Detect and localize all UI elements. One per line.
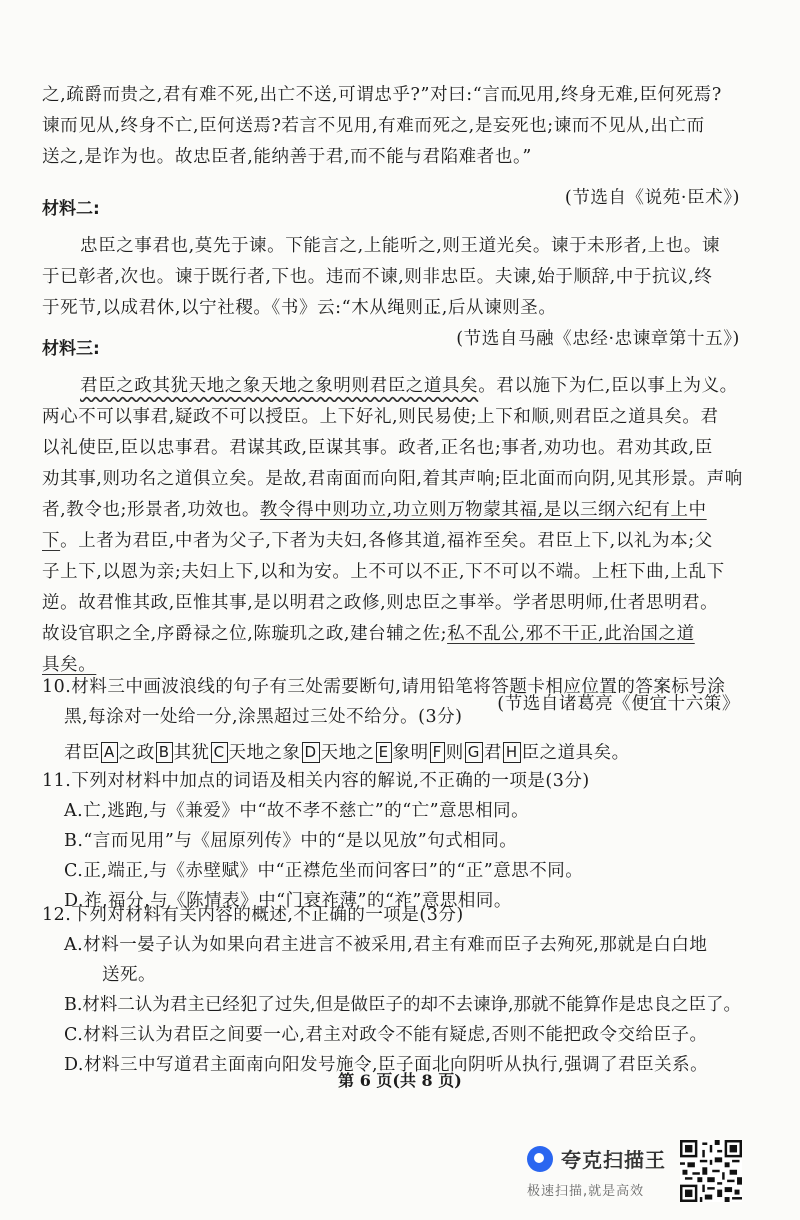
answer-box-b[interactable]: B [156, 742, 173, 763]
question-10-stem-2: 黑,每涂对一处给一分,涂黑超过三处不给分。(3分) [64, 707, 463, 727]
underlined-sentence: 私不乱公,邪不干正,此治国之道 [447, 624, 695, 644]
material-one-source: (节选自《说苑·臣术》) [564, 188, 740, 208]
answer-box-d[interactable]: D [302, 742, 320, 763]
dotted-word: 正, • [424, 298, 448, 318]
question-11 [42, 766, 758, 916]
question-10 [42, 672, 758, 768]
material-three-line-8: 逆。故君惟其政,臣惟其事,是以明君之政修,则忠臣之事举。学者思明师,仕者思明君。 [42, 593, 719, 613]
question-11-option-c: C.正,端正,与《赤壁赋》中“正襟危坐而问客曰”的“正”意思不同。 [64, 861, 584, 881]
material-three-line-4: 劝其事,则功名之道俱立矣。是故,君南面而向阳,着其声响;臣北面而向阴,见其形景。声响 [42, 469, 743, 489]
page-number: 第 6 页(共 8 页) [338, 1071, 462, 1090]
material-three-line-10: 具矣。 [42, 655, 97, 675]
material-two-source: (节选自马融《忠经·忠谏章第十五》) [456, 329, 740, 349]
scanner-watermark [527, 1142, 677, 1202]
material-three-line-7: 子上下,以恩为亲;夫妇上下,以和为安。上不可以不正,下不可以不端。上枉下曲,上乱下 [42, 562, 725, 582]
material-three-line-1: 君臣之政其犹天地之象天地之象明则君臣之道具矣。君以施下为仁,臣以事上为义。 [80, 376, 738, 396]
answer-box-e[interactable]: E [376, 742, 392, 763]
material-three-source: (节选自诸葛亮《便宜十六策》 [497, 694, 740, 714]
answer-box-c[interactable]: C [211, 742, 228, 763]
material-three [42, 334, 758, 720]
question-12-stem: 12.下列对材料有关内容的概述,不正确的一项是(3分) [42, 905, 464, 925]
question-12-option-a-cont: 送死。 [102, 965, 156, 985]
question-10-stem-1: 10.材料三中画波浪线的句子有三处需要断句,请用铅笔将答题卡相应位置的答案标号涂 [42, 677, 726, 697]
material-three-line-5: 者,教令也;形景者,功效也。教令得中则功立,功立则万物蒙其福,是以三纲六纪有上中 [42, 500, 707, 520]
material-three-heading: 材料三: [42, 339, 100, 359]
material-three-line-3: 以礼使臣,臣以忠事君。君谋其政,臣谋其事。政者,正名也;事者,劝功也。君劝其政,臣 [42, 438, 713, 458]
question-12-option-c: C.材料三认为君臣之间要一心,君主对政令不能有疑虑,否则不能把政令交给臣子。 [64, 1025, 708, 1045]
answer-box-f[interactable]: F [430, 742, 445, 763]
question-12-option-d: D.材料三中写道君主面南向阳发号施令,臣子面北向阴听从执行,强调了君臣关系。 [64, 1055, 709, 1075]
material-two-line-3: 于死节,以成君休,以宁社稷。《书》云:“木从绳则正, •后从谏则圣。 [42, 293, 758, 324]
dotted-phrase: 言而见用 [482, 85, 555, 105]
scanner-logo-icon [527, 1146, 553, 1172]
question-11-option-d: D.祚,福分,与《陈情表》中“门衰祚薄”的“祚”意思相同。 [64, 891, 512, 911]
scanner-tagline: 极速扫描,就是高效 [527, 1184, 645, 1199]
material-two-heading: 材料二: [42, 199, 100, 219]
underlined-sentence: 教令得中则功立,功立则万物蒙其福,是以三纲六纪有上中 [259, 500, 707, 520]
answer-box-a[interactable]: A [101, 742, 118, 763]
question-11-option-a: A.亡,逃跑,与《兼爱》中“故不孝不慈亡”的“亡”意思相同。 [64, 801, 530, 821]
question-12 [42, 900, 758, 1080]
wavy-underlined-sentence: 君臣之政其犹天地之象天地之象明则君臣之道具矣 [80, 376, 479, 396]
answer-box-g[interactable]: G [465, 742, 483, 763]
material-two [42, 194, 758, 355]
material-three-line-2: 两心不可以事君,疑政不可以授臣。上下好礼,则民易使;上下和顺,则君臣之道具矣。君 [42, 407, 719, 427]
material-two-line-1: 忠臣之事君也,莫先于谏。下能言之,上能听之,则王道光矣。谏于未形者,上也。谏 [80, 236, 721, 256]
material-three-line-6: 下。上者为君臣,中者为父子,下者为夫妇,各修其道,福祚至矣。君臣上下,以礼为本;父 [42, 531, 713, 551]
question-11-option-b: B.“言而见用”与《屈原列传》中的“是以见放”句式相同。 [64, 831, 518, 851]
question-12-option-a: A.材料一晏子认为如果向君主进言不被采用,君主有难而臣子去殉死,那就是白白地 [64, 935, 708, 955]
question-11-stem: 11.下列对材料中加点的词语及相关内容的解说,不正确的一项是(3分) [42, 771, 590, 791]
qr-code-icon [680, 1140, 742, 1202]
answer-box-h[interactable]: H [503, 742, 521, 763]
material-one-line-2: 谏而见从,终身不亡,臣何送焉?若言不见用,有难而死之,是妄死也;谏而不见从,出亡而 [42, 116, 705, 136]
material-one-line-1: 之,疏爵而贵之,君有难不死,出亡不送,可谓忠乎?”对曰:“言而见用,终身无难,臣何死焉? [42, 85, 722, 105]
question-10-answer-line: 君臣 A 之政 B 其犹 C 天地之象 D 天地之 E 象明 F 则 G 君 H 臣之道具矣。 [64, 743, 630, 763]
question-12-option-b: B.材料二认为君主已经犯了过失,但是做臣子的却不去谏诤,那就不能算作是忠良之臣了。 [64, 995, 742, 1015]
material-three-line-9: 故设官职之全,序爵禄之位,陈璇玑之政,建台辅之佐;私不乱公,邪不干正,此治国之道 [42, 624, 695, 644]
material-one-line-3: 送之,是诈为也。故忠臣者,能纳善于君,而不能与君陷难者也。” [42, 147, 532, 167]
material-two-line-2: 于已彰者,次也。谏于既行者,下也。违而不谏,则非忠臣。夫谏,始于顺辞,中于抗议,终 [42, 267, 713, 287]
scanner-name: 夸克扫描王 [561, 1148, 666, 1172]
